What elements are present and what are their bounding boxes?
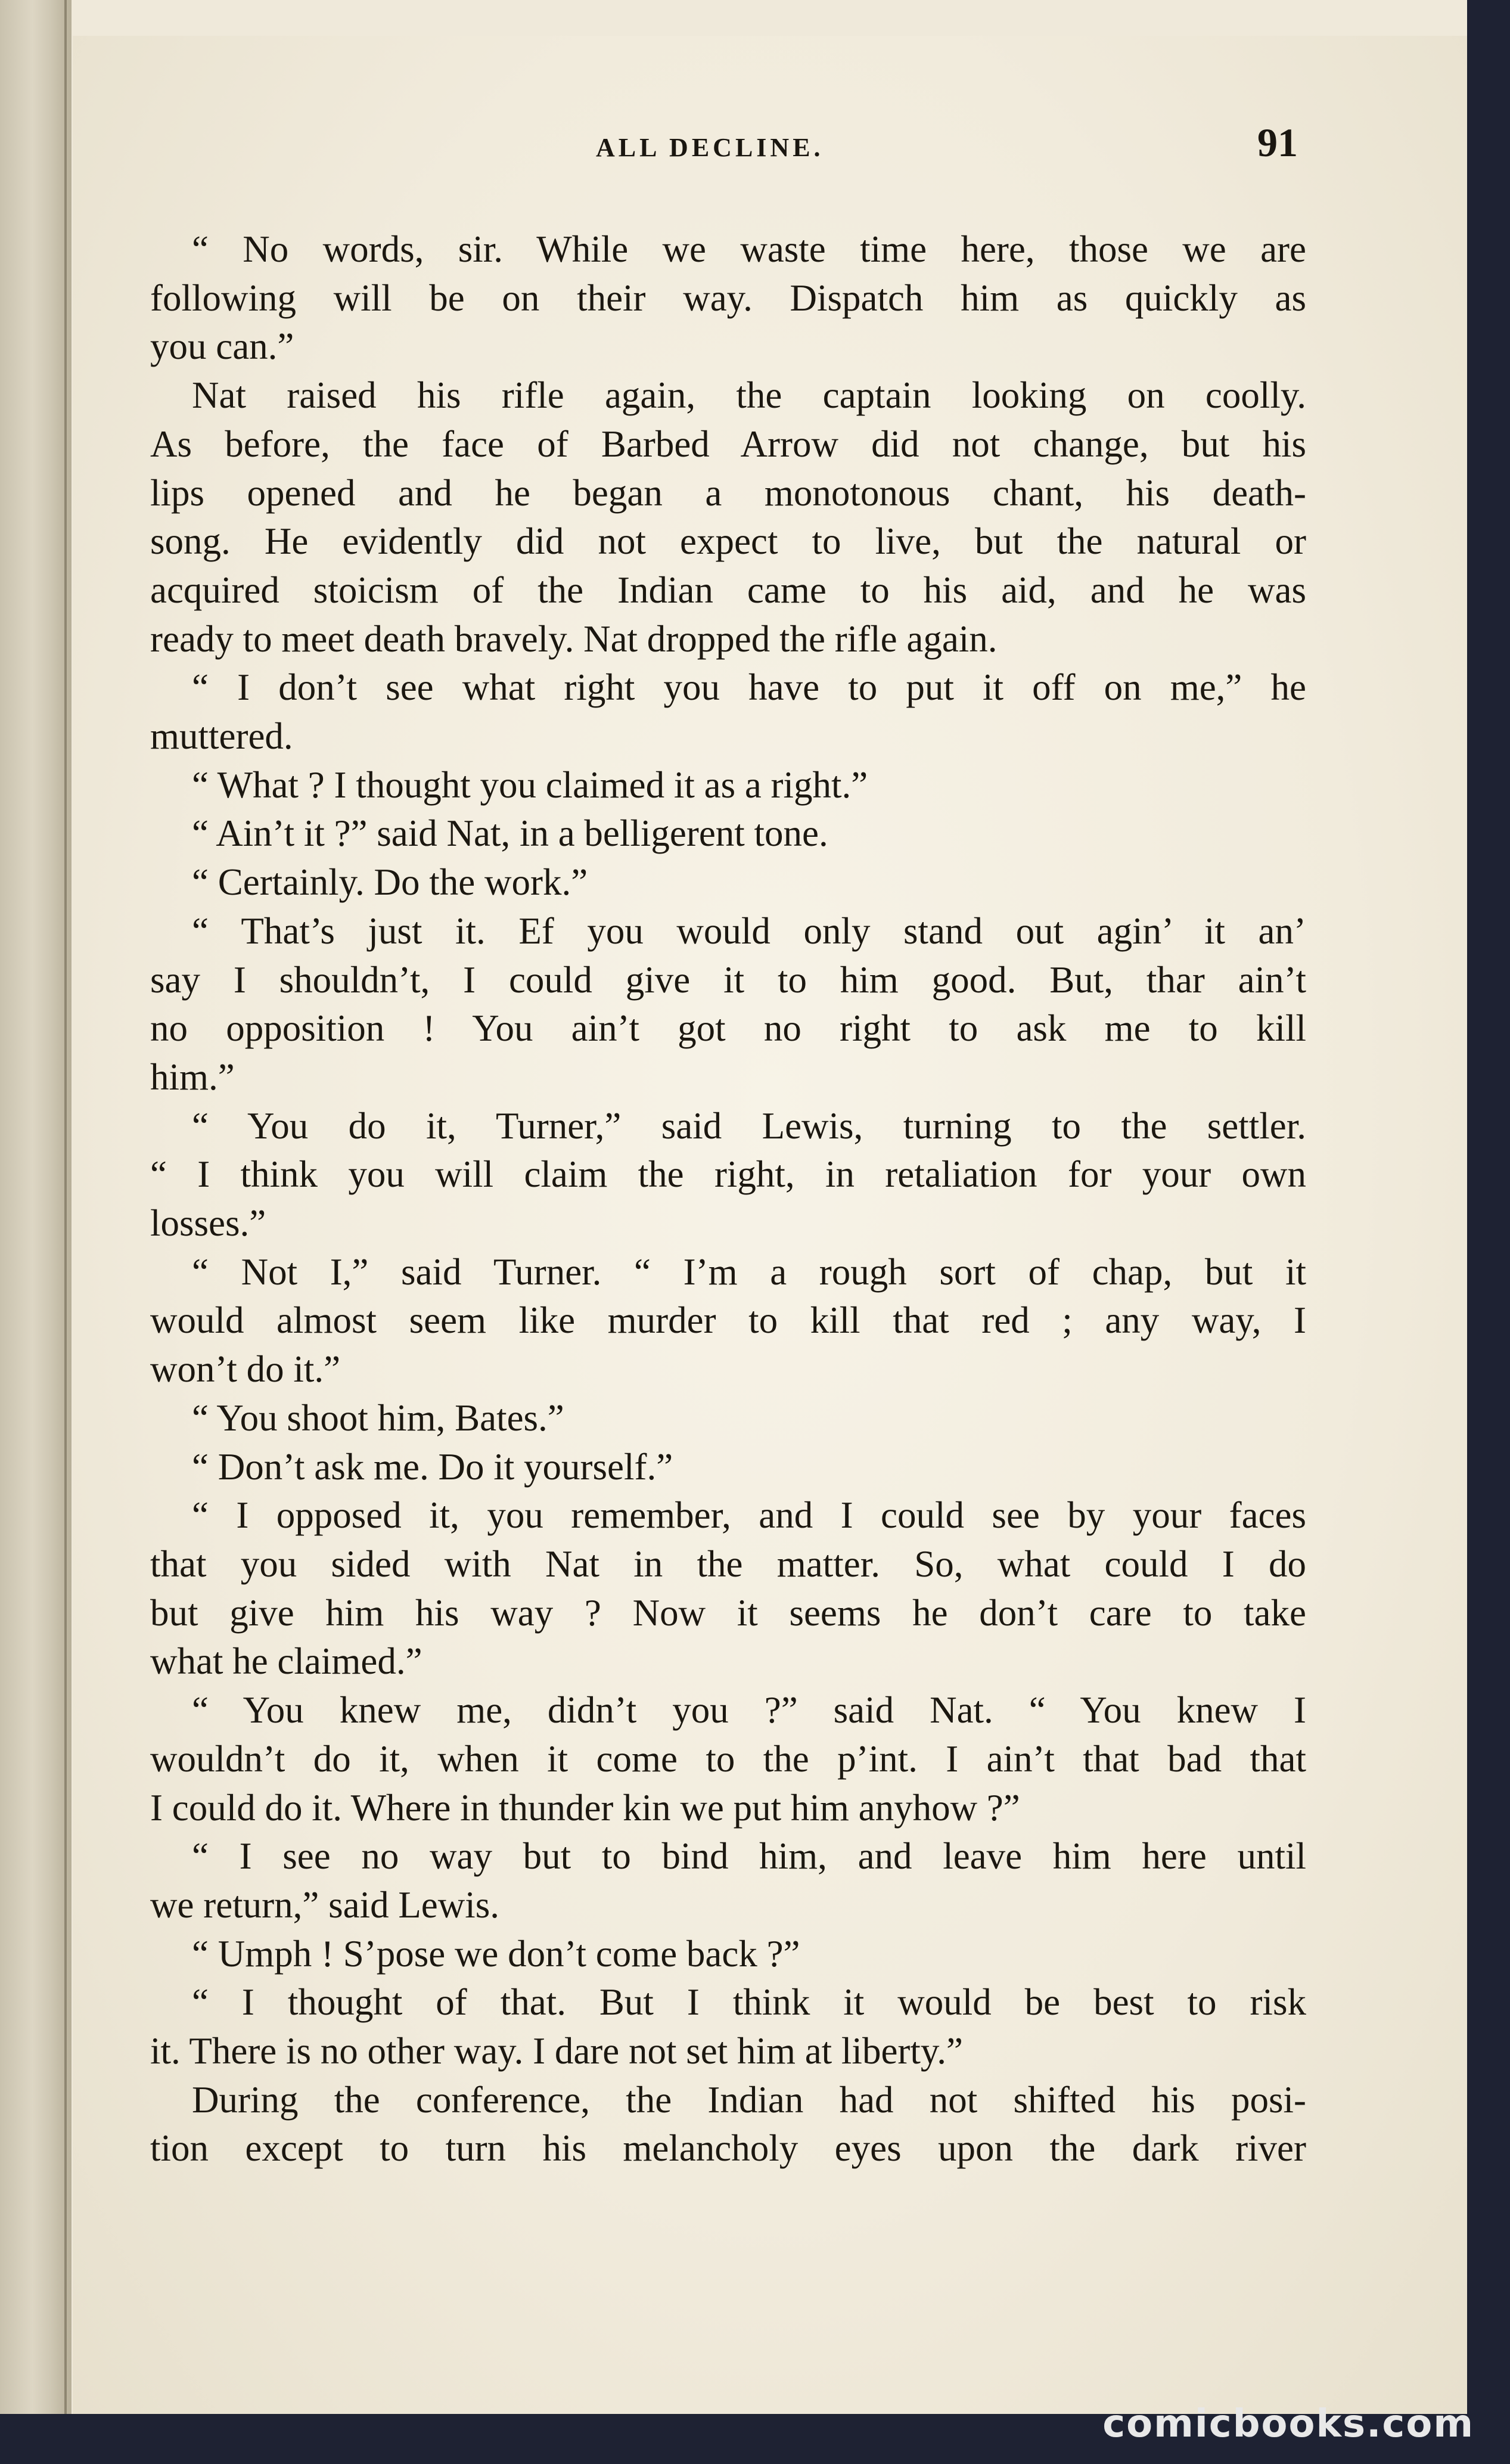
- book-cover-edge-right: [1467, 0, 1510, 2464]
- running-head: ALL DECLINE.: [596, 133, 824, 162]
- text-line: I could do it. Where in thunder kin we put him anyhow ?”: [150, 1786, 1020, 1829]
- text-line: “ That’s just it. Ef you would only stand out agin’ it an’: [192, 910, 1306, 952]
- text-line: “ I don’t see what right you have to put it off on me,” he: [192, 666, 1306, 709]
- text-line: ready to meet death bravely. Nat dropped the rifle again.: [150, 617, 998, 660]
- text-line: tion except to turn his melancholy eyes upon the dark river: [150, 2127, 1306, 2170]
- text-line: say I shouldn’t, I could give it to him good. But, thar ain’t: [150, 958, 1306, 1001]
- text-line: “ Not I,” said Turner. “ I’m a rough sort of chap, but it: [192, 1250, 1306, 1293]
- text-line: it. There is no other way. I dare not set him at liberty.”: [150, 2030, 964, 2072]
- text-line: “ You shoot him, Bates.”: [192, 1397, 564, 1439]
- text-line: wouldn’t do it, when it come to the p’int. I ain’t that bad that: [150, 1737, 1306, 1780]
- text-line: Nat raised his rifle again, the captain looking on coolly.: [192, 374, 1306, 417]
- text-line: “ You do it, Turner,” said Lewis, turning to the settler.: [192, 1104, 1306, 1147]
- watermark: comicbooks.com: [1102, 2402, 1474, 2446]
- text-line: “ I thought of that. But I think it would be best to risk: [192, 1981, 1306, 2024]
- text-line: him.”: [150, 1056, 235, 1098]
- text-line: “ Umph ! S’pose we don’t come back ?”: [192, 1932, 800, 1975]
- text-line: “ Don’t ask me. Do it yourself.”: [192, 1445, 673, 1488]
- text-line: acquired stoicism of the Indian came to his aid, and he was: [150, 569, 1306, 611]
- text-line: “ You knew me, didn’t you ?” said Nat. “ You knew I: [192, 1689, 1306, 1731]
- text-line: As before, the face of Barbed Arrow did not change, but his: [150, 423, 1306, 465]
- text-line: losses.”: [150, 1202, 266, 1245]
- text-line: “ No words, sir. While we waste time here, those we are: [192, 228, 1306, 270]
- text-line: what he claimed.”: [150, 1640, 422, 1683]
- text-line: “ I think you will claim the right, in retaliation for your own: [150, 1153, 1306, 1196]
- text-line: “ I see no way but to bind him, and leave him here until: [192, 1835, 1306, 1878]
- body-text: [150, 225, 1306, 2173]
- page-number: 91: [1257, 120, 1298, 165]
- text-line: muttered.: [150, 715, 293, 758]
- text-line: lips opened and he began a monotonous chant, his death-: [150, 471, 1306, 514]
- text-line: “ Ain’t it ?” said Nat, in a belligerent tone.: [192, 812, 828, 855]
- text-line: won’t do it.”: [150, 1348, 341, 1391]
- text-line: would almost seem like murder to kill that red ; any way, I: [150, 1299, 1306, 1342]
- book-gutter: [0, 0, 72, 2464]
- text-line: we return,” said Lewis.: [150, 1883, 500, 1926]
- text-line: “ I opposed it, you remember, and I could see by your faces: [192, 1494, 1306, 1537]
- page-fold-line: [64, 0, 67, 2464]
- text-line: song. He evidently did not expect to live, but the natural or: [150, 520, 1306, 563]
- text-line: that you sided with Nat in the matter. So, what could I do: [150, 1543, 1306, 1585]
- text-line: During the conference, the Indian had not shifted his posi-: [192, 2078, 1306, 2121]
- text-line: “ What ? I thought you claimed it as a right.”: [192, 764, 868, 806]
- text-line: “ Certainly. Do the work.”: [192, 861, 588, 904]
- text-line: following will be on their way. Dispatch him as quickly as: [150, 277, 1306, 319]
- text-line: you can.”: [150, 325, 294, 368]
- text-line: no opposition ! You ain’t got no right to ask me to kill: [150, 1007, 1306, 1050]
- text-line: but give him his way ? Now it seems he don’t care to take: [150, 1591, 1306, 1634]
